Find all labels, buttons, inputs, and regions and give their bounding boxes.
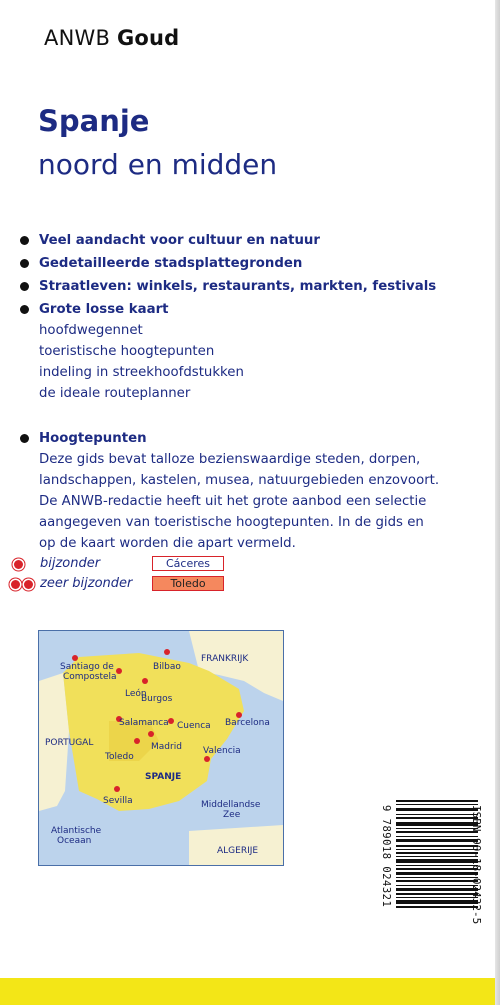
cover-edge [495, 0, 500, 1005]
feature-line: De ANWB-redactie heeft uit het grote aanbod een selectie [39, 494, 427, 509]
marker-icon [14, 560, 23, 569]
map-label: Burgos [141, 694, 173, 704]
feature-line: op de kaart worden die apart vermeld. [39, 536, 296, 551]
feature-list [17, 230, 487, 554]
feature-line: landschappen, kastelen, musea, natuurgebieden enzovoort. [39, 473, 440, 488]
bullet-icon [20, 259, 29, 268]
feature-line: toeristische hoogtepunten [39, 344, 215, 359]
marker-icon [24, 580, 33, 589]
feature-line: aangegeven van toeristische hoogtepunten. In de gids en [39, 515, 424, 530]
map-label: FRANKRIJK [201, 654, 249, 664]
map-label: Middellandse [201, 800, 261, 810]
feature-item [17, 276, 487, 297]
page-subtitle: noord en midden [38, 148, 278, 181]
bullet-icon [20, 236, 29, 245]
map-label: Zee [223, 810, 241, 820]
map-label: Salamanca [119, 718, 169, 728]
map-label: Bilbao [153, 662, 181, 672]
feature-item [17, 230, 487, 251]
feature-heading: Veel aandacht voor cultuur en natuur [39, 233, 320, 248]
feature-line: de ideale routeplanner [39, 386, 191, 401]
feature-line: indeling in streekhoofdstukken [39, 365, 244, 380]
map-label: Toledo [105, 752, 134, 762]
feature-line: Deze gids bevat talloze bezienswaardige steden, dorpen, [39, 452, 421, 467]
map-label: Sevilla [103, 796, 133, 806]
map-label: Santiago de [60, 662, 114, 672]
isbn-text: ISBN 90-18-02432-5 [470, 805, 483, 925]
brand-prefix: ANWB [44, 26, 111, 50]
map-label: ALGERIJE [217, 846, 259, 856]
overview-map [38, 630, 284, 866]
map-label: Compostela [63, 672, 117, 682]
city-marker [72, 655, 78, 661]
feature-line: hoofdwegennet [39, 323, 143, 338]
bullet-icon [20, 305, 29, 314]
legend-example: Cáceres [152, 556, 224, 571]
brand-name: Goud [116, 26, 180, 50]
feature-item [17, 253, 487, 274]
feature-heading: Straatleven: winkels, restaurants, markten, festivals [39, 279, 437, 294]
brand-logo [44, 26, 179, 50]
legend-label: bijzonder [40, 556, 101, 571]
legend-example: Toledo [152, 576, 224, 591]
marker-icon [11, 580, 20, 589]
map-label: Cuenca [177, 721, 211, 731]
page-title: Spanje [38, 104, 150, 138]
city-marker [204, 756, 210, 762]
feature-item [17, 299, 487, 404]
map-label: PORTUGAL [45, 738, 94, 748]
feature-heading: Hoogtepunten [39, 431, 147, 446]
map-label: Barcelona [225, 718, 270, 728]
city-marker [168, 718, 174, 724]
barcode-number: 9 789018 024321 [380, 805, 392, 908]
algeria-land [189, 825, 283, 865]
city-marker [148, 731, 154, 737]
feature-heading: Gedetailleerde stadsplattegronden [39, 256, 303, 271]
map-label: Madrid [151, 742, 182, 752]
feature-item [17, 428, 487, 554]
city-marker [116, 668, 122, 674]
map-graphic [39, 631, 283, 865]
legend-label: zeer bijzonder [40, 576, 133, 591]
city-marker [164, 649, 170, 655]
map-label: León [125, 689, 147, 699]
map-label: SPANJE [145, 772, 182, 782]
city-marker [134, 738, 140, 744]
city-marker [142, 678, 148, 684]
bullet-icon [20, 434, 29, 443]
map-label: Atlantische [51, 826, 102, 836]
city-marker [114, 786, 120, 792]
map-label: Oceaan [57, 836, 92, 846]
bullet-icon [20, 282, 29, 291]
feature-heading: Grote losse kaart [39, 302, 169, 317]
map-label: Valencia [203, 746, 241, 756]
bottom-color-bar [0, 978, 500, 1005]
